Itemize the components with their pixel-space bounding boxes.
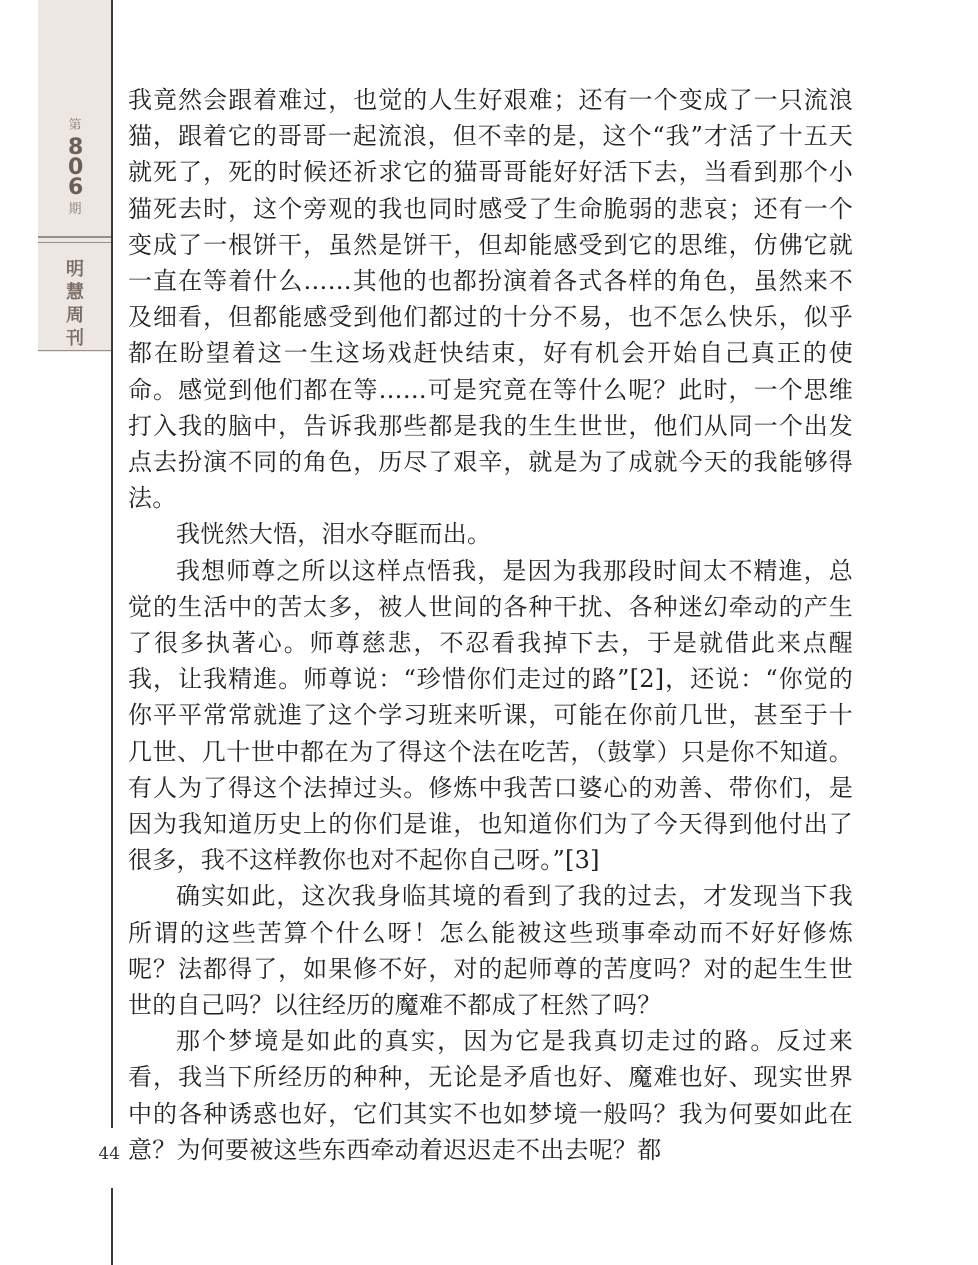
article-body [128, 82, 853, 1168]
paragraph: 我想师尊之所以这样点悟我，是因为我那段时间太不精進，总觉的生活中的苦太多，被人世间的各种干扰、各种迷幻牵动的产生了很多执著心。师尊慈悲，不忍看我掉下去，于是就借此来点醒我，让我精進。师尊说：“珍惜你们走过的路”[2]，还说：“你觉的你平平常常就進了这个学习班来听课，可能在你前几世，甚至于十几世、几十世中都在为了得这个法在吃苦，（鼓掌）只是你不知道。有人为了得这个法掉过头。修炼中我苦口婆心的劝善、带你们，是因为我知道历史上的你们是谁，也知道你们为了今天得到他付出了很多，我不这样教你也对不起你自己呀。”[3] [128, 556, 853, 875]
paragraph: 我竟然会跟着难过，也觉的人生好艰难；还有一个变成了一只流浪猫，跟着它的哥哥一起流浪，但不幸的是，这个“我”才活了十五天就死了，死的时候还祈求它的猫哥哥能好好活下去，当看到那个小猫死去时，这个旁观的我也同时感受了生命脆弱的悲哀；还有一个变成了一根饼干，虽然是饼干，但却能感受到它的思维，仿佛它就一直在等着什么……其他的也都扮演着各式各样的角色，虽然来不及细看，但都能感受到他们都过的十分不易，也不怎么快乐，似乎都在盼望着这一生这场戏赶快结束，好有机会开始自己真正的使命。感觉到他们都在等……可是究竟在等什么呢？此时，一个思维打入我的脑中，告诉我那些都是我的生生世世，他们从同一个出发点去扮演不同的角色，历尽了艰辛，就是为了成就今天的我能够得法。 [128, 86, 853, 513]
magazine-name-char: 明 [66, 259, 84, 280]
page-number: 44 [98, 1144, 120, 1164]
paragraph: 我恍然大悟，泪水夺眶而出。 [176, 520, 492, 549]
magazine-name-char: 刊 [66, 328, 84, 349]
paragraph: 那个梦境是如此的真实，因为它是我真切走过的路。反过来看，我当下所经历的种种，无论是矛盾也好、魔难也好、现实世界中的各种诱惑也好，它们其实不也如梦境一般吗？我为何要如此在意？为何要被这些东西牵动着迟迟走不出去呢？都 [128, 1027, 853, 1164]
paragraph: 确实如此，这次我身临其境的看到了我的过去，才发现当下我所谓的这些苦算个什么呀！怎么能被这些琐事牵动而不好好修炼呢？法都得了，如果修不好，对的起师尊的苦度吗？对的起生生世世的自己吗？以往经历的魔难不都成了枉然了吗？ [128, 882, 853, 1020]
margin-rule [111, 0, 113, 1265]
issue-prefix: 第 [68, 118, 82, 133]
issue-number: 806 [68, 135, 84, 200]
issue-suffix: 期 [68, 202, 82, 217]
issue-label [38, 118, 112, 218]
magazine-name-char: 慧 [66, 282, 84, 303]
magazine-name [38, 258, 112, 350]
tab-divider [38, 236, 112, 238]
magazine-name-char: 周 [66, 305, 84, 326]
tab-divider-thin [38, 242, 112, 243]
tab-bottom-divider [38, 350, 112, 351]
